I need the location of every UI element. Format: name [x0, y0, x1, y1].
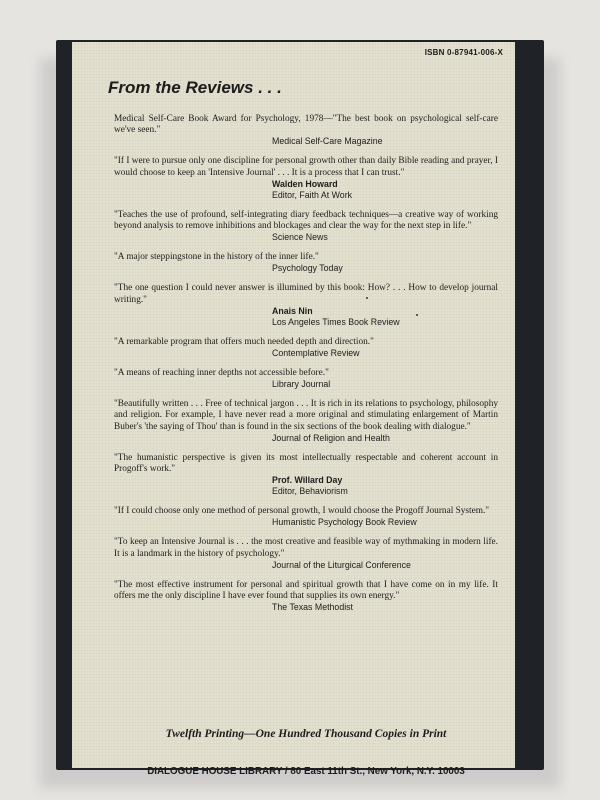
- review-item: [114, 114, 498, 147]
- review-author: Walden Howard: [272, 178, 338, 189]
- cover-panel: [72, 42, 515, 777]
- review-quote: "A remarkable program that offers much needed depth and direction.": [114, 336, 374, 347]
- review-source: Journal of Religion and Health: [272, 432, 390, 443]
- review-item: [114, 399, 498, 444]
- review-source: Science News: [272, 232, 328, 243]
- review-item: [114, 210, 498, 243]
- review-author: Anais Nin: [272, 305, 313, 316]
- publisher-address: DIALOGUE HOUSE LIBRARY / 80 East 11th St., New York, N.Y. 10003: [147, 766, 465, 777]
- review-quote: "If I were to pursue only one discipline for personal growth other than daily Bible reading and prayer, I would choose to keep an 'Intensive Journal' . . . It is a process that I can trust.": [114, 156, 498, 178]
- review-quote: "The most effective instrument for personal and spiritual growth that I have come on in my life. It offers me the only discipline I have ever found that supplies its own energy.": [114, 579, 498, 602]
- review-item: [114, 337, 498, 359]
- review-quote: "The humanistic perspective is given its most intellectually respectable and coherent account in Progoff's work.": [114, 452, 498, 475]
- review-item: [114, 580, 498, 613]
- review-author: Prof. Willard Day: [272, 475, 343, 486]
- review-item: [114, 252, 498, 274]
- review-item: [114, 156, 498, 200]
- isbn-number: ISBN 0-87941-006-X: [424, 48, 503, 57]
- review-item: [114, 283, 498, 327]
- review-item: [114, 453, 498, 497]
- review-source: Medical Self-Care Magazine: [272, 136, 383, 147]
- review-quote: Medical Self-Care Book Award for Psychology, 1978—"The best book on psychological self-care we've seen.": [114, 114, 498, 136]
- reviews-list: [114, 114, 498, 622]
- review-source: Contemplative Review: [272, 348, 360, 359]
- review-quote: "Teaches the use of profound, self-integrating diary feedback techniques—a creative way of working beyond analysis to remove inhibitions and blockages and clear the way for the next step in life.": [114, 209, 498, 232]
- review-quote: "A major steppingstone in the history of the inner life.": [114, 252, 319, 263]
- review-source: Editor, Faith At Work: [272, 189, 353, 200]
- reviews-heading: From the Reviews . . .: [108, 78, 282, 97]
- review-source: The Texas Methodist: [272, 602, 354, 613]
- review-source: Psychology Today: [272, 263, 343, 274]
- review-item: [114, 368, 498, 390]
- review-item: [114, 506, 498, 528]
- review-source: Journal of the Liturgical Conference: [272, 559, 411, 570]
- review-source: Editor, Behaviorism: [272, 486, 348, 497]
- printing-note: Twelfth Printing—One Hundred Thousand Copies in Print: [165, 728, 447, 740]
- review-item: [114, 537, 498, 570]
- review-quote: "To keep an Intensive Journal is . . . the most creative and feasible way of mythmaking in modern life. It is a landmark in the history of psychology.": [114, 537, 498, 559]
- review-quote: "The one question I could never answer is illumined by this book: How? . . . How to develop journal writing.": [114, 283, 498, 305]
- dust-speck: [366, 297, 368, 299]
- review-source: Humanistic Psychology Book Review: [272, 517, 417, 528]
- review-quote: "Beautifully written . . . Free of technical jargon . . . It is rich in its relations to psychology, philosophy and religion. For example, I have never read a more original and stimulating enlargement of Martin Buber's 'the saying of Thou' than is found in the six sections of the book dealing with dialogue.": [114, 399, 498, 432]
- review-source: Los Angeles Times Book Review: [272, 316, 400, 327]
- review-quote: "If I could choose only one method of personal growth, I would choose the Progoff Journal System.": [114, 506, 490, 517]
- dust-speck: [416, 314, 418, 316]
- review-quote: "A means of reaching inner depths not accessible before.": [114, 368, 329, 379]
- review-source: Library Journal: [272, 379, 331, 390]
